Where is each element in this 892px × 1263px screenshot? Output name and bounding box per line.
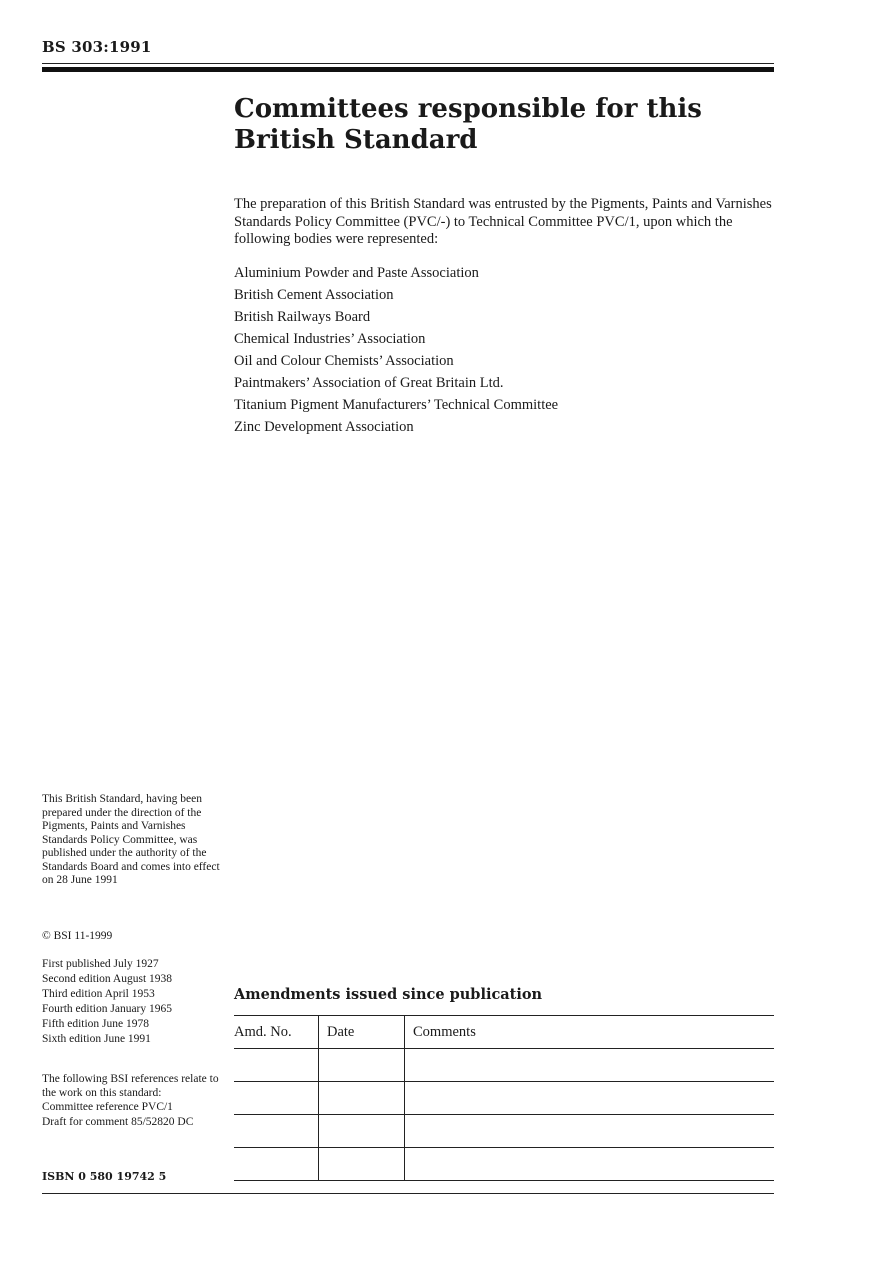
intro-paragraph: The preparation of this British Standard was entrusted by the Pigments, Paints and Varnishes Standards Policy Committee (PVC/-) to Technical Committee PVC/1, upon which the following bodies were represented: (234, 196, 772, 247)
list-item: British Railways Board (234, 309, 371, 325)
edition-entry: Sixth edition June 1991 (42, 1033, 151, 1045)
table-cell (234, 1115, 319, 1148)
title-line-1: Committees responsible for this (234, 94, 702, 124)
column-header-comments: Comments (405, 1016, 775, 1049)
table-cell (405, 1082, 775, 1115)
header-rule-thick (42, 67, 774, 72)
list-item: Aluminium Powder and Paste Association (234, 265, 479, 281)
standard-number: BS 303:1991 (42, 38, 152, 56)
page-title (234, 94, 774, 156)
edition-entry: Fourth edition January 1965 (42, 1003, 172, 1015)
table-cell (234, 1049, 319, 1082)
edition-entry: Second edition August 1938 (42, 973, 173, 985)
bsi-references (42, 1073, 222, 1130)
column-header-amd-no: Amd. No. (234, 1016, 319, 1049)
table-row (234, 1115, 774, 1148)
member-bodies-list (234, 262, 558, 438)
list-item: Oil and Colour Chemists’ Association (234, 353, 454, 369)
list-item: Chemical Industries’ Association (234, 331, 426, 347)
table-cell (234, 1148, 319, 1181)
list-item: Zinc Development Association (234, 419, 414, 435)
table-cell (405, 1049, 775, 1082)
publication-note: This British Standard, having been prepared under the direction of the Pigments, Paints and Varnishes Standards Policy Committee, was published under the authority of the Standards Board and comes into effect on 28 June 1991 (42, 793, 220, 886)
edition-entry: Third edition April 1953 (42, 988, 155, 1000)
isbn: ISBN 0 580 19742 5 (42, 1170, 167, 1183)
table-cell (405, 1148, 775, 1181)
committee-reference: Committee reference PVC/1 (42, 1101, 173, 1113)
title-line-2: British Standard (234, 125, 478, 155)
column-header-date: Date (319, 1016, 405, 1049)
draft-reference: Draft for comment 85/52820 DC (42, 1116, 194, 1128)
list-item: Titanium Pigment Manufacturers’ Technical Committee (234, 397, 559, 413)
amendments-table (234, 1015, 774, 1181)
table-row (234, 1082, 774, 1115)
table-cell (234, 1082, 319, 1115)
edition-history (42, 957, 222, 1047)
edition-entry: First published July 1927 (42, 958, 159, 970)
table-header-row (234, 1016, 774, 1049)
table-cell (319, 1049, 405, 1082)
footer-rule (42, 1193, 774, 1194)
table-row (234, 1148, 774, 1181)
table-cell (319, 1148, 405, 1181)
list-item: Paintmakers’ Association of Great Britain Ltd. (234, 375, 504, 391)
list-item: British Cement Association (234, 287, 394, 303)
header-rule-thin (42, 63, 774, 64)
table-row (234, 1049, 774, 1082)
table-cell (319, 1082, 405, 1115)
table-cell (319, 1115, 405, 1148)
copyright-notice: © BSI 11-1999 (42, 930, 113, 942)
table-cell (405, 1115, 775, 1148)
amendments-heading: Amendments issued since publication (234, 986, 543, 1003)
edition-entry: Fifth edition June 1978 (42, 1018, 150, 1030)
references-intro: The following BSI references relate to the work on this standard: (42, 1073, 219, 1099)
